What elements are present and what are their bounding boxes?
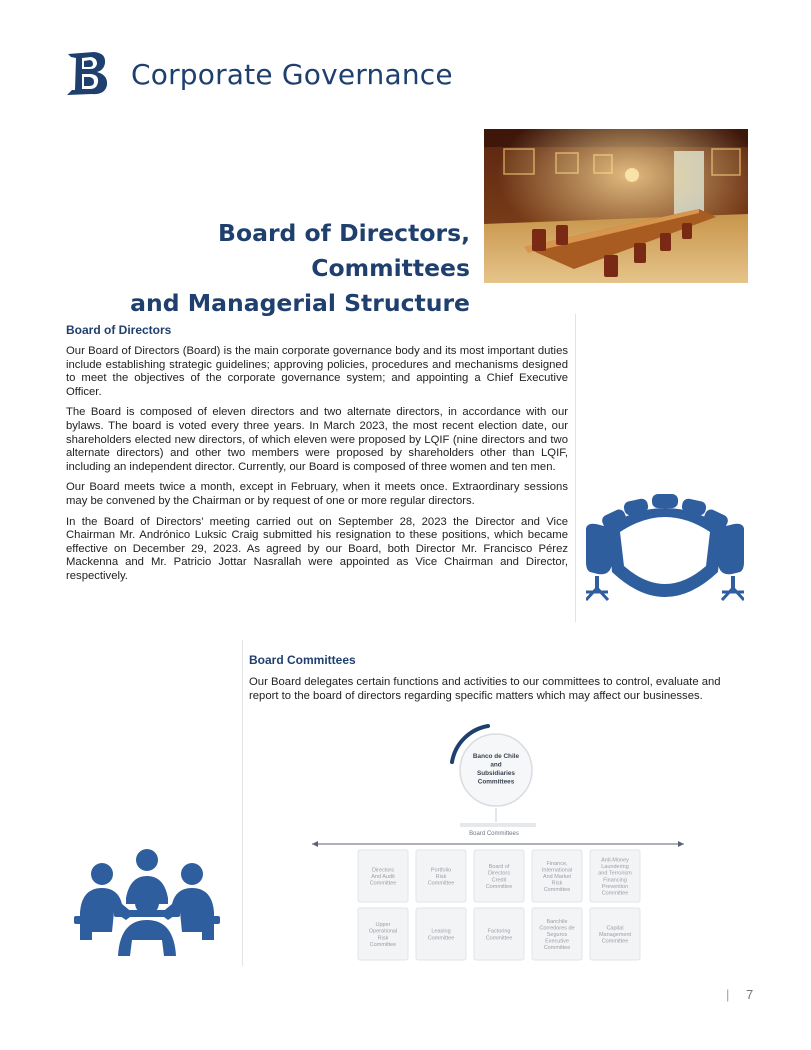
committee-label: and Terrorism	[598, 870, 632, 877]
committee-box	[532, 850, 582, 902]
committee-box	[532, 908, 582, 960]
committee-label: Credit	[491, 877, 507, 884]
committee-label: International	[541, 867, 573, 874]
footer-separator: |	[726, 987, 730, 1002]
committee-label: Risk	[377, 935, 389, 942]
committee-box	[590, 908, 640, 960]
committees-org-chart	[300, 722, 690, 964]
org-chart-svg	[300, 722, 690, 964]
board-of-directors-heading: Board of Directors	[66, 323, 172, 337]
committee-label: Portfolio	[430, 867, 452, 874]
org-chart-root-label: and	[490, 761, 502, 769]
column-divider	[242, 640, 243, 966]
board-committees-section	[249, 653, 739, 703]
committee-label: Finance,	[546, 860, 568, 867]
committee-label: And Market	[542, 874, 572, 880]
org-chart-branch-label: Board Committees	[469, 831, 519, 837]
committee-label: Committee	[427, 880, 455, 887]
paragraph: Our Board of Directors (Board) is the main corporate governance body and its most important duties include establishing strategic guidelines; approving policies, procedures and mechanisms designed to meet the objectives of the corporate governance system; and appointing a Chief Executive Officer.	[66, 345, 568, 398]
committee-label: Leasing	[431, 928, 451, 935]
committee-box	[416, 850, 466, 902]
committee-label: Anti-Money	[601, 857, 629, 864]
committee-label: Operational	[368, 928, 398, 935]
committee-label: Committee	[485, 883, 513, 890]
committee-label: Committee	[601, 890, 629, 897]
committee-label: Committee	[543, 945, 571, 952]
paragraph: In the Board of Directors’ meeting carried out on September 28, 2023 the Director and Vice Chairman Mr. Andrónico Luksic Craig submitted his resignation to these positions, which became effective on December 29, 2023. As agreed by our Board, both Director Mr. Francisco Pérez Mackenna and Mr. Patricio Jottar Nasrallah were appointed as Vice Chairman and Director, respectively.	[66, 515, 568, 582]
committee-box	[590, 850, 640, 902]
committee-label: Directors	[487, 870, 511, 877]
committee-label: Committee	[427, 935, 455, 942]
committee-box	[416, 908, 466, 960]
column-divider	[575, 314, 576, 622]
committee-label: Corredores de	[539, 925, 575, 932]
section-title-line1: Board of Directors, Committees	[218, 219, 470, 282]
section-title-line2: and Managerial Structure	[130, 289, 470, 317]
committee-label: Prevention	[601, 883, 629, 890]
committee-label: Factoring	[487, 928, 511, 935]
committee-label: Capital	[606, 925, 624, 932]
committee-label: Directors	[371, 867, 395, 874]
committee-label: Management	[598, 932, 632, 938]
committee-box	[358, 908, 408, 960]
bank-logo-icon	[64, 48, 110, 98]
org-chart-root-label: Committees	[477, 778, 515, 786]
committee-label: Committee	[485, 935, 513, 942]
committee-box	[474, 908, 524, 960]
org-chart-root-label: Subsidiaries	[476, 770, 516, 777]
conference-table-icon	[586, 492, 744, 612]
paragraph: The Board is composed of eleven directors and two alternate directors, in accordance with our bylaws. The board is voted every three years. In March 2023, the most recent election date, our shareholders elected new directors, of which eleven were proposed by LQIF (nine directors and two alternate directors) and other two members were proposed by shareholders other than LQIF, including an independent director. Currently, our Board is composed of three women and ten men.	[66, 406, 568, 473]
committee-label: Banchile	[546, 918, 568, 925]
committee-label: Seguros	[546, 932, 568, 938]
committee-label: Committee	[369, 941, 397, 948]
committee-label: Risk	[551, 880, 563, 887]
committee-label: Committee	[543, 887, 571, 894]
committee-label: Financing	[603, 877, 627, 884]
committee-box	[474, 850, 524, 902]
committee-label: Executive	[545, 938, 569, 945]
committee-label: Laundering	[601, 864, 629, 871]
boardroom-photo	[484, 129, 748, 283]
committee-label: Risk	[435, 874, 447, 880]
board-of-directors-section	[66, 323, 568, 591]
board-committees-heading: Board Committees	[249, 653, 356, 667]
committee-label: Committee	[369, 880, 397, 887]
committee-label: Upper	[375, 922, 391, 929]
section-title	[60, 216, 470, 321]
team-meeting-icon	[74, 848, 220, 958]
org-chart-root-label: Banco de Chile	[472, 753, 520, 760]
paragraph: Our Board meets twice a month, except in February, when it meets once. Extraordinary sessions may be convened by the Chairman or by request of one or more regular directors.	[66, 481, 568, 507]
page-header-title: Corporate Governance	[131, 58, 453, 91]
committee-label: And Audit	[371, 874, 395, 880]
paragraph: Our Board delegates certain functions and activities to our committees to control, evaluate and report to the board of directors regarding specific matters which may affect our businesses.	[249, 676, 721, 702]
committee-label: Board of	[488, 864, 510, 871]
committee-box	[358, 850, 408, 902]
page-number: 7	[746, 987, 754, 1002]
committee-label: Committee	[601, 938, 629, 945]
